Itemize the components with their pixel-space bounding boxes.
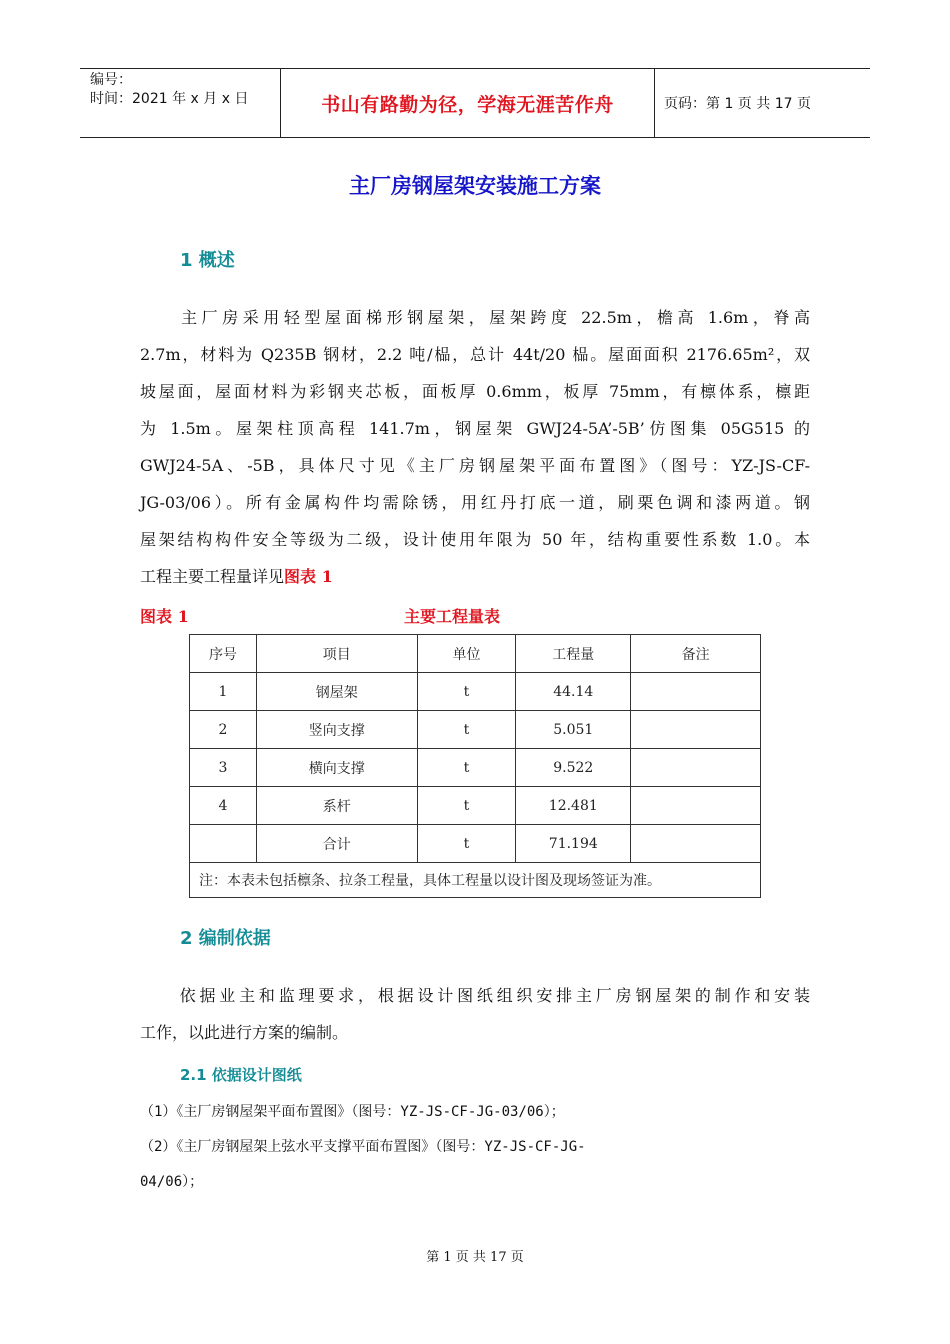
header-motto: 书山有路勤为径，学海无涯苦作舟 bbox=[321, 93, 614, 116]
column-header: 备注 bbox=[631, 635, 761, 673]
overview-paragraph bbox=[140, 299, 810, 595]
table-caption-number: 图表 1 bbox=[140, 607, 189, 626]
paragraph-line: 工作，以此进行方案的编制。 bbox=[140, 1023, 349, 1042]
table-cell: t bbox=[417, 787, 516, 825]
paragraph-line: GWJ24-5A、-5B，具体尺寸见《主厂房钢屋架平面布置图》（图号：YZ-JS-CF- bbox=[140, 456, 810, 475]
table-cell: 1 bbox=[190, 673, 257, 711]
subsection-heading-drawings: 2.1 依据设计图纸 bbox=[180, 1066, 302, 1084]
table-cell: 钢屋架 bbox=[256, 673, 417, 711]
paragraph-line: 屋架结构构件安全等级为二级，设计使用年限为 50 年，结构重要性系数 1.0。本 bbox=[140, 530, 810, 549]
drawing-list bbox=[140, 1095, 810, 1200]
paragraph-line: 坡屋面，屋面材料为彩钢夹芯板，面板厚 0.6mm，板厚 75mm，有檩体系，檩距 bbox=[140, 382, 810, 401]
page-footer: 第 1 页 共 17 页 bbox=[426, 1250, 524, 1265]
column-header: 单位 bbox=[417, 635, 516, 673]
section-heading-overview: 1 概述 bbox=[180, 250, 235, 271]
doc-number-label: 编号： bbox=[90, 72, 132, 88]
header-divider bbox=[654, 69, 655, 137]
column-header: 项目 bbox=[256, 635, 417, 673]
paragraph-line: JG-03/06）。所有金属构件均需除锈，用红丹打底一道，刷栗色调和漆两道。钢 bbox=[140, 493, 810, 512]
table-cell: 合计 bbox=[256, 825, 417, 863]
table-cell: 71.194 bbox=[516, 825, 631, 863]
section-heading-basis: 2 编制依据 bbox=[180, 928, 271, 949]
basis-paragraph bbox=[140, 977, 810, 1051]
table-cell: 竖向支撑 bbox=[256, 711, 417, 749]
doc-time-label: 时间：2021 年 x 月 x 日 bbox=[90, 91, 249, 107]
column-header: 序号 bbox=[190, 635, 257, 673]
table-cell: 9.522 bbox=[516, 749, 631, 787]
table-cell bbox=[631, 749, 761, 787]
list-item: 04/06）； bbox=[140, 1174, 204, 1190]
table-cell bbox=[631, 787, 761, 825]
paragraph-line: 为 1.5m。屋架柱顶高程 141.7m，钢屋架 GWJ24-5A’-5B’仿图集 05G515 的 bbox=[140, 419, 810, 438]
table-header-row bbox=[190, 635, 761, 673]
paragraph-line: 主厂房采用轻型屋面梯形钢屋架，屋架跨度 22.5m，檐高 1.6m，脊高 bbox=[140, 308, 810, 327]
table-cell bbox=[190, 825, 257, 863]
table-total-row bbox=[190, 825, 761, 863]
paragraph-line: 2.7m，材料为 Q235B 钢材，2.2 吨/榀，总计 44t/20 榀。屋面面积 2176.65m²，双 bbox=[140, 345, 810, 364]
table-cell: t bbox=[417, 749, 516, 787]
figure-reference-link[interactable]: 图表 1 bbox=[284, 567, 333, 586]
document-title: 主厂房钢屋架安装施工方案 bbox=[349, 174, 601, 198]
table-caption-title: 主要工程量表 bbox=[404, 607, 501, 626]
table-note: 注：本表未包括檩条、拉条工程量，具体工程量以设计图及现场签证为准。 bbox=[190, 863, 761, 898]
table-cell bbox=[631, 711, 761, 749]
table-cell: 横向支撑 bbox=[256, 749, 417, 787]
page-header bbox=[80, 68, 870, 138]
quantity-table bbox=[189, 634, 761, 898]
table-row bbox=[190, 787, 761, 825]
table-cell: 4 bbox=[190, 787, 257, 825]
table-cell: 12.481 bbox=[516, 787, 631, 825]
header-meta bbox=[90, 71, 248, 109]
table-cell bbox=[631, 825, 761, 863]
table-cell: t bbox=[417, 825, 516, 863]
column-header: 工程量 bbox=[516, 635, 631, 673]
list-item: （2）《主厂房钢屋架上弦水平支撑平面布置图》（图号：YZ-JS-CF-JG- bbox=[140, 1139, 586, 1155]
table-row bbox=[190, 749, 761, 787]
table-cell bbox=[631, 673, 761, 711]
paragraph-line bbox=[140, 558, 810, 595]
table-cell: 44.14 bbox=[516, 673, 631, 711]
list-item: （1）《主厂房钢屋架平面布置图》（图号：YZ-JS-CF-JG-03/06）； bbox=[140, 1104, 565, 1120]
paragraph-line: 依据业主和监理要求，根据设计图纸组织安排主厂房钢屋架的制作和安装 bbox=[140, 986, 810, 1005]
header-page-info: 页码：第 1 页 共 17 页 bbox=[664, 96, 811, 112]
table-cell: 2 bbox=[190, 711, 257, 749]
table-cell: 3 bbox=[190, 749, 257, 787]
table-cell: t bbox=[417, 711, 516, 749]
table-note-row bbox=[190, 863, 761, 898]
table-cell: 5.051 bbox=[516, 711, 631, 749]
table-cell: t bbox=[417, 673, 516, 711]
paragraph-line-text: 工程主要工程量详见 bbox=[140, 567, 285, 586]
table-row bbox=[190, 673, 761, 711]
table-row bbox=[190, 711, 761, 749]
table-cell: 系杆 bbox=[256, 787, 417, 825]
